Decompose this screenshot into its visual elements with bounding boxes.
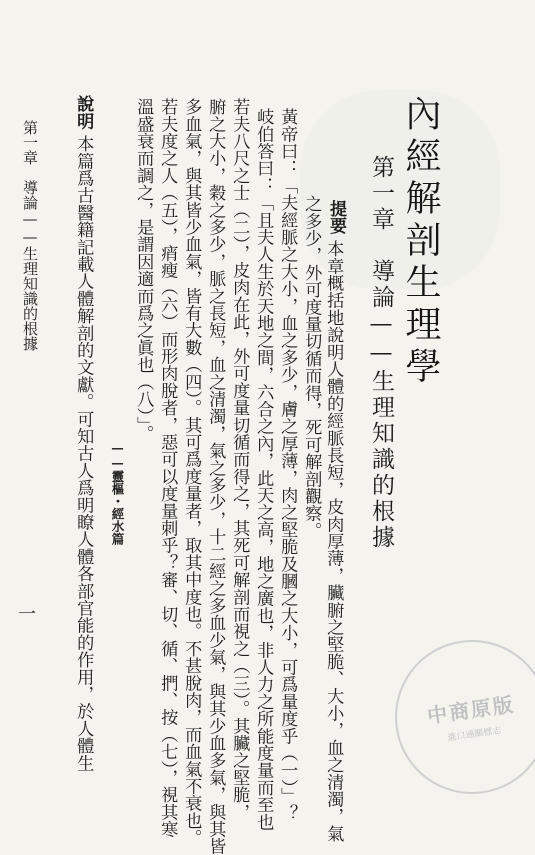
summary-line: 本章概括地說明人體的經脈長短，皮肉厚薄，臟腑之堅脆、大小，血之清濁，氣 xyxy=(323,240,344,842)
stamp-title: 中商原版 xyxy=(425,692,517,729)
chapter-heading: 第一章 導論——生理知識的根據 xyxy=(368,155,394,551)
page-number: 一 xyxy=(18,604,36,625)
book-title: 內經解剖生理學 xyxy=(400,95,441,389)
quote-line: 若夫八尺之士（二），皮肉在此，外可度量切循而得之，其死可解剖而視之（三）。其臟之堅脆， xyxy=(229,98,250,821)
summary-label: 提要 xyxy=(326,200,346,234)
quote-line: 岐伯答曰：「且夫人生於天地之間，六合之內，此天之高，地之廣也，非人力之所能度量而至也 xyxy=(253,108,274,831)
stamp-subtitle: 進口通關標志 xyxy=(447,726,502,744)
quote-line: 若夫度之人（五），痟瘦（六）而形肉脫者，惡可以度量刺乎？審、切、循、捫、按（七），視其寒 xyxy=(157,98,178,838)
summary-line: 之多少，外可度量切循而得，死可解剖觀察。 xyxy=(301,195,322,539)
quote-line: 溫盛衰而調之，是謂因適而爲之眞也（八）」。 xyxy=(133,98,154,442)
quote-line: 黃帝曰：「夫經脈之大小，血之多少，膚之厚薄，肉之堅脆及膕之大小，可爲量度乎（一）」？ xyxy=(277,108,298,822)
source-citation: ——靈樞・經水篇 xyxy=(110,440,125,545)
explanation-label: 說明 xyxy=(73,95,94,130)
quote-line: 腑之大小，穀之多少，脈之長短，血之清濁，氣之多少，十二經之多血少氣，與其少血多氣，與其皆 xyxy=(205,98,226,855)
running-head: 第一章 導論——生理知識的根據 xyxy=(21,120,39,351)
explanation-line: 本篇爲古醫籍記載人體解剖的文獻。可知古人爲明瞭人體各部官能的作用，於人體生 xyxy=(73,135,94,772)
quote-line: 多血氣，與其皆少血氣，皆有大數（四）。其可爲度量者，取其中度也。不甚脫肉，而血氣不衰也。 xyxy=(181,98,202,847)
import-stamp xyxy=(385,630,535,804)
